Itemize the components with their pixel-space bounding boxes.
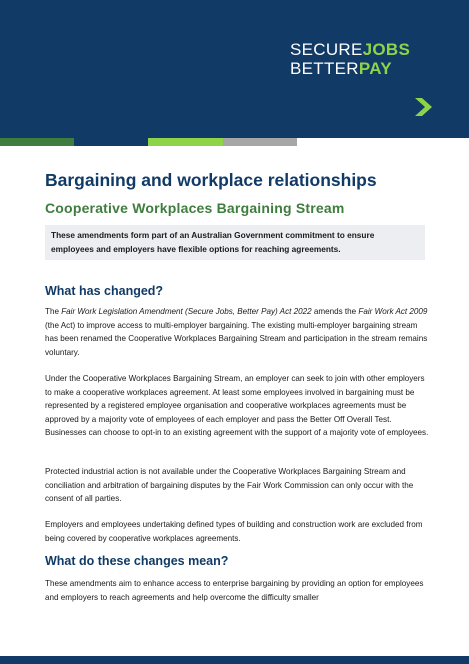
p1-act-title-2: Fair Work Act 2009 — [358, 307, 428, 316]
p1-text-c: (the Act) to improve access to multi-employer bargaining. The existing multi-employer bargaining stream has been renamed the Cooperative Workplaces Bargaining Stream and participation in the stream remains voluntary. — [45, 320, 428, 357]
footer-bar — [0, 656, 469, 664]
header-banner — [0, 0, 469, 138]
p1-act-title-1: Fair Work Legislation Amendment (Secure Jobs, Better Pay) Act 2022 — [61, 307, 312, 316]
stripe-navy — [74, 138, 148, 146]
stripe-light-green — [148, 138, 223, 146]
stripe-green — [0, 138, 74, 146]
paragraph-building-exclusion: Employers and employees undertaking defined types of building and construction work are excluded from being covered by cooperative workplaces agreements. — [45, 520, 423, 543]
p1-text-a: The — [45, 307, 62, 316]
logo-text-secure: SECURE — [290, 40, 363, 59]
section-heading-what-changes-mean: What do these changes mean? — [45, 554, 229, 568]
stripe-grey — [223, 138, 297, 146]
intro-callout-box: These amendments form part of an Australian Government commitment to ensure employees and employers have flexible options for reaching agreements. — [45, 225, 425, 260]
paragraph-act-amendment — [45, 305, 429, 359]
p1-text-b: amends the — [311, 307, 359, 316]
page-title: Bargaining and workplace relationships — [45, 170, 377, 190]
logo-text-pay: PAY — [358, 59, 392, 78]
logo-text-better: BETTER — [290, 59, 359, 78]
paragraph-changes-mean: These amendments aim to enhance access to enterprise bargaining by providing an option for employees and employers to reach agreements and help overcome the difficulty smaller — [45, 579, 424, 602]
logo-line-1 — [290, 40, 410, 59]
chevron-right-icon — [412, 96, 434, 118]
color-stripe-bar — [0, 138, 297, 146]
secure-jobs-better-pay-logo — [290, 40, 410, 78]
paragraph-cooperative-stream: Under the Cooperative Workplaces Bargaining Stream, an employer can seek to join with other employers to make a cooperative workplaces agreement. At least some employees involved in bargaining must be represented by a registered employee organisation and cooperative workplaces agreements must be approved by a majority vote of employees of each employer and pass the Better Off Overall Test. Businesses can choose to opt-in to an existing agreement with the support of a majority vote of employees. — [45, 374, 429, 437]
logo-line-2 — [290, 59, 410, 78]
logo-text-jobs: JOBS — [362, 40, 411, 59]
section-heading-what-has-changed: What has changed? — [45, 284, 164, 298]
page-subtitle: Cooperative Workplaces Bargaining Stream — [45, 200, 345, 216]
paragraph-industrial-action: Protected industrial action is not available under the Cooperative Workplaces Bargaining Stream and conciliation and arbitration of bargaining disputes by the Fair Work Commission can only occur with the consent of all parties. — [45, 467, 414, 503]
